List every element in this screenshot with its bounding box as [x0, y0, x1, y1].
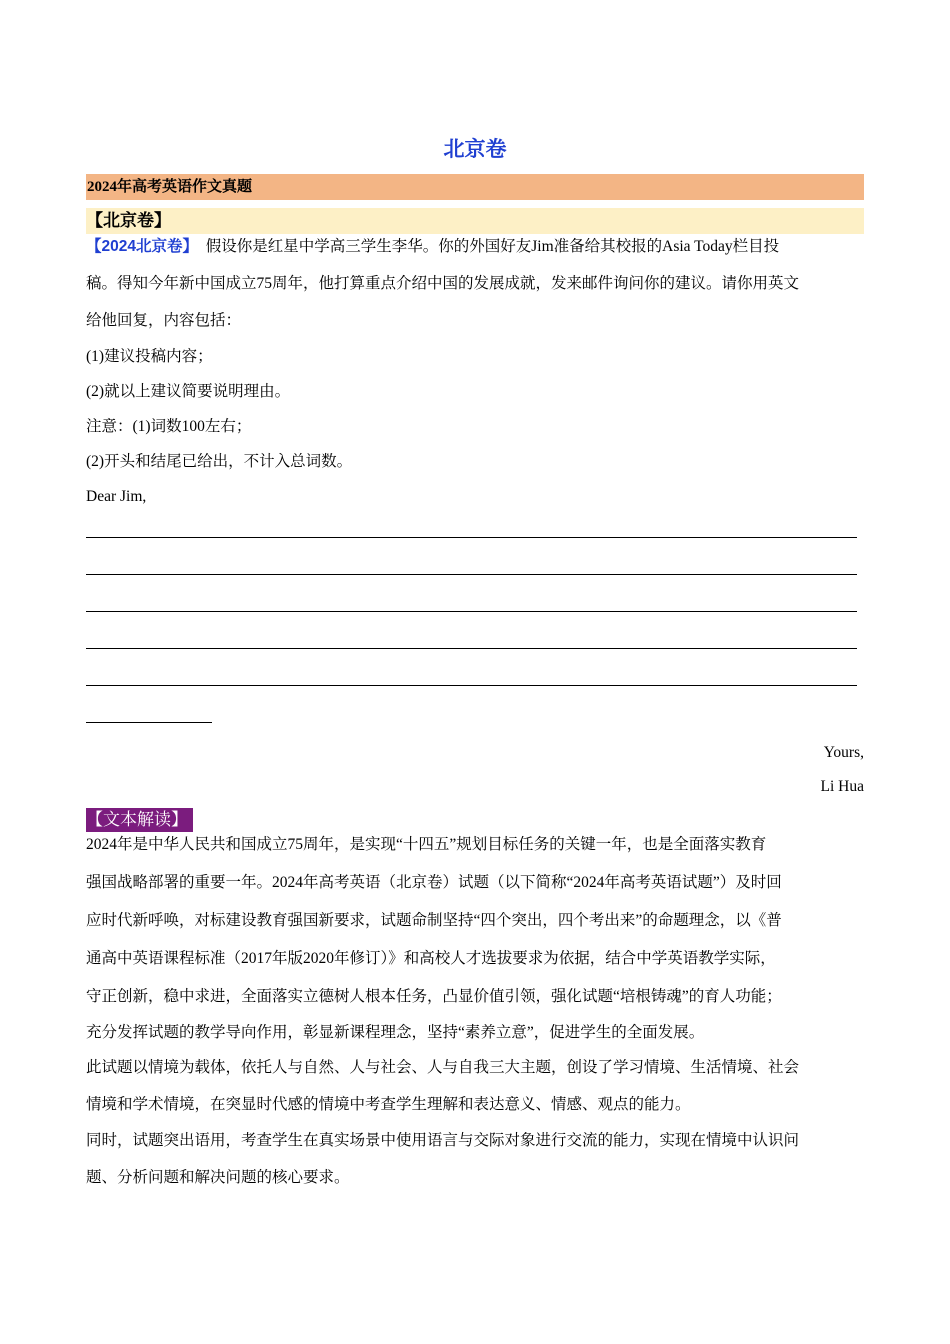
analysis-p1-line-6: 充分发挥试题的教学导向作用，彰显新课程理念，坚持“素养立意”，促进学生的全面发展。 — [86, 1024, 705, 1041]
writing-line — [86, 574, 857, 575]
question-tag: 【2024北京卷】 — [86, 238, 198, 255]
writing-line — [86, 685, 857, 686]
analysis-tag: 【文本解读】 — [86, 808, 193, 832]
section-heading: 2024年高考英语作文真题 — [86, 174, 864, 200]
question-line-2: 稿。得知今年新中国成立75周年，他打算重点介绍中国的发展成就，发来邮件询问你的建议。请你用英文 — [86, 275, 800, 292]
analysis-p1-line-3: 应时代新呼唤，对标建设教育强国新要求，试题命制坚持“四个突出，四个考出来”的命题理念，以《普 — [86, 912, 782, 929]
writing-line — [86, 537, 857, 538]
requirement-2: (2)就以上建议简要说明理由。 — [86, 383, 291, 400]
page-title: 北京卷 — [443, 138, 507, 161]
analysis-p2-line-1: 此试题以情境为载体，依托人与自然、人与社会、人与自我三大主题，创设了学习情境、生活情境、社会 — [86, 1059, 800, 1076]
note-1: 注意：(1)词数100左右； — [86, 418, 252, 435]
analysis-p1-line-1: 2024年是中华人民共和国成立75周年，是实现“十四五”规划目标任务的关键一年，也是全面落实教育 — [86, 836, 767, 853]
analysis-p3-line-1: 同时，试题突出语用，考查学生在真实场景中使用语言与交际对象进行交流的能力，实现在情境中认识问 — [86, 1132, 800, 1149]
letter-closing: Yours, — [823, 744, 864, 761]
sub-heading: 【北京卷】 — [86, 208, 864, 234]
analysis-p1-line-4: 通高中英语课程标准（2017年版2020年修订）》和高校人才选拔要求为依据，结合中学英语教学实际， — [86, 950, 776, 967]
note-2: (2)开头和结尾已给出，不计入总词数。 — [86, 453, 353, 470]
question-text-1: 假设你是红星中学高三学生李华。你的外国好友Jim准备给其校报的Asia Today栏目投 — [205, 238, 780, 255]
letter-greeting: Dear Jim, — [86, 488, 147, 505]
analysis-p3-line-2: 题、分析问题和解决问题的核心要求。 — [86, 1169, 350, 1186]
writing-line — [86, 611, 857, 612]
analysis-p2-line-2: 情境和学术情境，在突显时代感的情境中考查学生理解和表达意义、情感、观点的能力。 — [86, 1096, 691, 1113]
analysis-p1-line-2: 强国战略部署的重要一年。2024年高考英语（北京卷）试题（以下简称“2024年高考英语试题”）及时回 — [86, 874, 782, 891]
requirement-1: (1)建议投稿内容； — [86, 348, 213, 365]
question-line-1 — [86, 229, 864, 265]
writing-line — [86, 648, 857, 649]
writing-line-short — [86, 722, 212, 723]
analysis-p1-line-5: 守正创新，稳中求进，全面落实立德树人根本任务，凸显价值引领，强化试题“培根铸魂”的育人功能； — [86, 988, 782, 1005]
letter-signature: Li Hua — [820, 778, 864, 795]
question-line-3: 给他回复，内容包括： — [86, 312, 242, 329]
